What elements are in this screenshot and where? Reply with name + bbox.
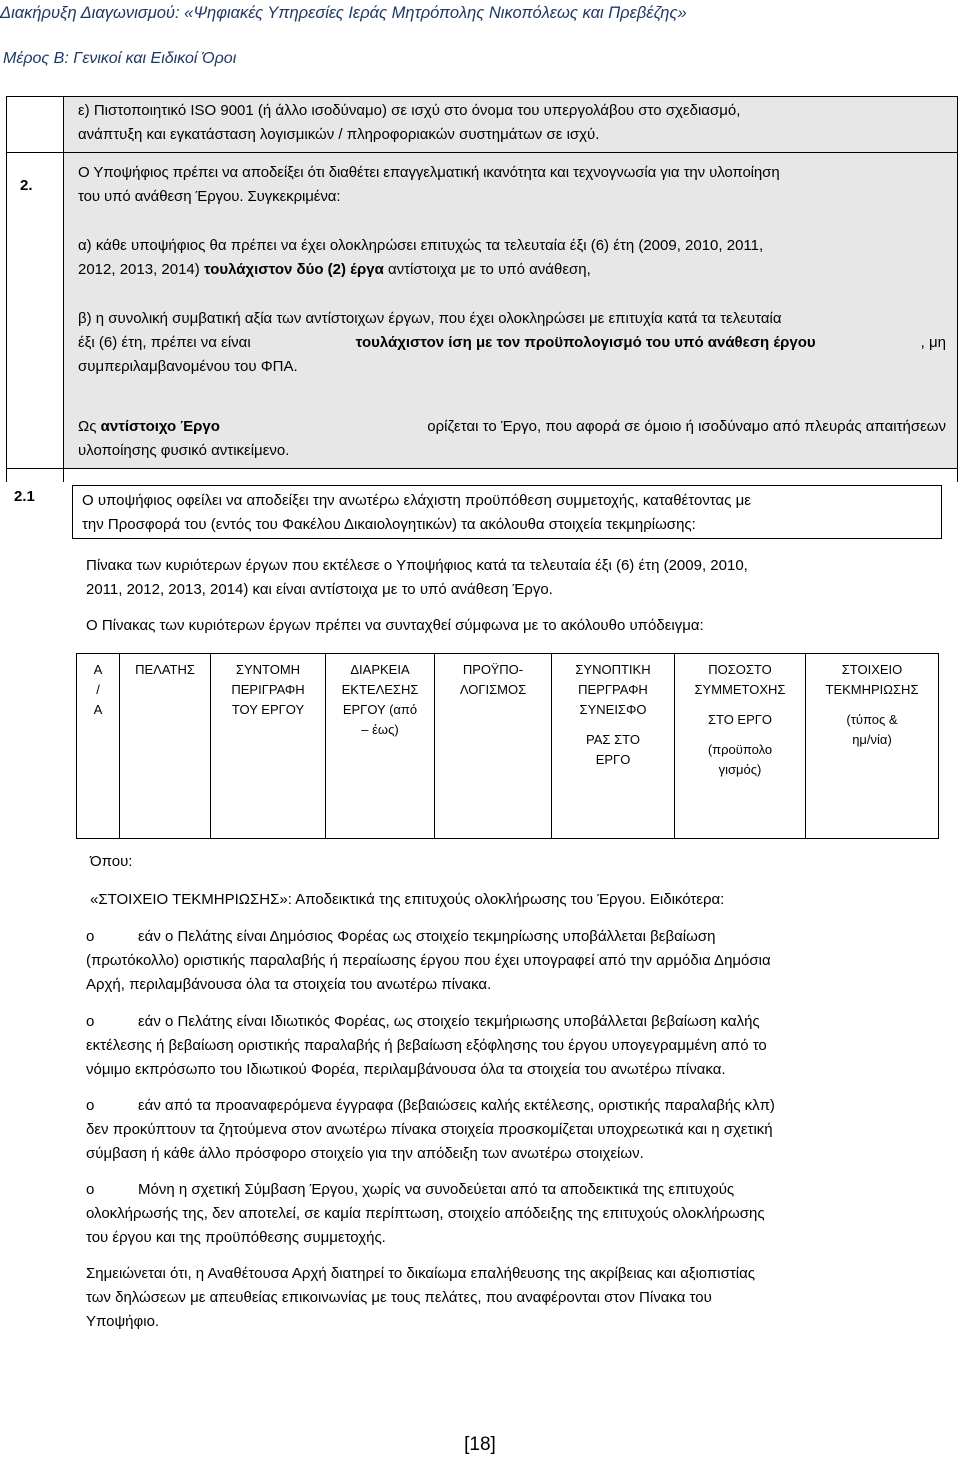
table-cell-participation-percentage: ΠΟΣΟΣΤΟ ΣΥΜΜΕΤΟΧΗΣ ΣΤΟ ΕΡΓΟ (προϋπολο γισμός) — [675, 654, 806, 839]
table-cell-client: ΠΕΛΑΤΗΣ — [120, 654, 211, 839]
proof-definition: «ΣΤΟΙΧΕΙΟ ΤΕΚΜΗΡΙΩΣΗΣ»: Αποδεικτικά της επιτυχούς ολοκλήρωσης του Έργου. Ειδικότερα: — [90, 891, 725, 908]
page-number: [18] — [464, 1434, 496, 1455]
bullet-contract-only: o Μόνη η σχετική Σύμβαση Έργου, χωρίς να συνοδεύεται από τα αποδεικτικά της επιτυχούς ολοκλήρωσής της, δεν αποτελεί, σε καμία περίπτωση, στοιχείο απόδειξης της επιτυχούς ολοκλήρωσης του έργου και της προϋπόθεσης συμμετοχής. — [86, 1181, 765, 1246]
document-part: Μέρος Β: Γενικοί και Ειδικοί Όροι — [3, 50, 237, 67]
section-2-item-a: α) κάθε υποψήφιος θα πρέπει να έχει ολοκληρώσει επιτυχώς τα τελευταία έξι (6) έτη (2009, 2010, 2011, 2012, 2013, 2014) τουλάχιστον δύο (2) έργα αντίστοιχα με το υπό ανάθεση, — [78, 237, 764, 278]
bullet-additional-documents: o εάν από τα προαναφερόμενα έγγραφα (βεβαιώσεις καλής εκτέλεσης, οριστικής παραλαβής κλπ) δεν προκύπτουν τα ζητούμενα στον ανωτέρω πίνακα στοιχεία προσκομίζεται υποχρεωτικά και η σχετική σύμβαση ή κάθε άλλο πρόσφορο στοιχείο για την απόδειξη των ανωτέρω στοιχείων. — [86, 1097, 775, 1162]
table-cell-budget: ΠΡΟΫΠΟ- ΛΟΓΙΣΜΟΣ — [435, 654, 552, 839]
section-2-1-number: 2.1 — [14, 488, 35, 505]
where-label: Όπου: — [90, 853, 133, 870]
section-2-intro: Ο Υποψήφιος πρέπει να αποδείξει ότι διαθέτει επαγγελματική ικανότητα και τεχνογνωσία για την υλοποίηση του υπό ανάθεση Έργου. Συγκεκριμένα: — [78, 164, 780, 205]
section-2-1-paragraph-2: Ο Πίνακας των κυριότερων έργων πρέπει να συνταχθεί σύμφωνα με το ακόλουθο υπόδειγμα: — [86, 617, 704, 634]
section-2-item-b: β) η συνολική συμβατική αξία των αντίστοιχων έργων, που έχει ολοκληρώσει με επιτυχία κατά τα τελευταία έξι (6) έτη, πρέπει να είναι τουλάχιστον ίση με τον προϋπολογισμό του υπό ανάθεση έργου , μη συμπεριλαμβανομένου του ΦΠΑ. — [78, 310, 946, 375]
frame-left-line — [6, 96, 7, 482]
row-divider-line — [6, 152, 958, 153]
document-title: Διακήρυξη Διαγωνισμού: «Ψηφιακές Υπηρεσίες Ιεράς Μητρόπολης Νικοπόλεως και Πρεβέζης» — [0, 4, 687, 22]
frame-right-line — [957, 96, 958, 482]
section-2-1-paragraph-1: Πίνακα των κυριότερων έργων που εκτέλεσε ο Υποψήφιος κατά τα τελευταία έξι (6) έτη (2009, 2010, 2011, 2012, 2013, 2014) και είναι αντίστοιχα με το υπό ανάθεση Έργο. — [86, 557, 748, 598]
table-cell-short-description: ΣΥΝΤΟΜΗ ΠΕΡΙΓΡΑΦΗ ΤΟΥ ΕΡΓΟΥ — [211, 654, 326, 839]
section-2-1-box-text: Ο υποψήφιος οφείλει να αποδείξει την ανωτέρω ελάχιστη προϋπόθεση συμμετοχής, καταθέτοντας με την Προσφορά του (εντός του Φακέλου Δικαιολογητικών) τα ακόλουθα στοιχεία τεκμηρίωσης: — [82, 492, 751, 533]
bullet-public-body: o εάν ο Πελάτης είναι Δημόσιος Φορέας ως στοιχείο τεκμηρίωσης υποβάλλεται βεβαίωση (πρωτόκολλο) οριστικής παραλαβής ή περαίωσης έργου που έχει υπογραφεί από την αρμόδια Δημόσια Αρχή, περιλαμβάνουσα όλα τα στοιχεία του ανωτέρω πίνακα. — [86, 928, 771, 993]
verification-note: Σημειώνεται ότι, η Αναθέτουσα Αρχή διατηρεί το δικαίωμα επαλήθευσης της ακρίβειας και αξιοπιστίας των δηλώσεων με απευθείας επικοινωνίας με τους πελάτες, που αναφέρονται στον Πίνακα του Υποψήφιο. — [86, 1265, 756, 1330]
section-2-definition: Ως αντίστοιχο Έργο ορίζεται το Έργο, που αφορά σε όμοιο ή ισοδύναμο από πλευράς απαιτήσεων υλοποίησης φυσικό αντικείμενο. — [78, 418, 946, 459]
table-cell-contribution: ΣΥΝΟΠΤΙΚΗ ΠΕΡΓΡΑΦΗ ΣΥΝΕΙΣΦΟ ΡΑΣ ΣΤΟ ΕΡΓΟ — [552, 654, 675, 839]
table-cell-aa: Α / Α — [77, 654, 120, 839]
frame-top-line — [6, 96, 958, 97]
projects-template-table — [76, 653, 939, 839]
item-e-text: ε) Πιστοποιητικό ISO 9001 (ή άλλο ισοδύναμο) σε ισχύ στο όνομα του υπεργολάβου στο σχεδιασμό, ανάπτυξη και εγκατάσταση λογισμικών / πληροφοριακών συστημάτων σε ισχύ. — [78, 102, 741, 143]
table-cell-duration: ΔΙΑΡΚΕΙΑ ΕΚΤΕΛΕΣΗΣ ΕΡΓΟΥ (από – έως) — [326, 654, 435, 839]
section-2-number: 2. — [20, 177, 33, 194]
table-cell-proof-document: ΣΤΟΙΧΕΙΟ ΤΕΚΜΗΡΙΩΣΗΣ (τύπος & ημ/νία) — [806, 654, 939, 839]
bullet-private-body: o εάν ο Πελάτης είναι Ιδιωτικός Φορέας, ως στοιχείο τεκμήριωσης υποβάλλεται βεβαίωση καλής εκτέλεσης ή βεβαίωση οριστικής παραλαβής ή βεβαίωση εξόφλησης του έργου υπογεγραμμένη από το νόμιμο εκπρόσωπο του Ιδιωτικού Φορέα, περιλαμβάνουσα όλα τα στοιχεία του ανωτέρω πίνακα. — [86, 1013, 767, 1078]
shaded-bottom-line — [6, 468, 958, 469]
frame-column-divider — [63, 96, 64, 482]
